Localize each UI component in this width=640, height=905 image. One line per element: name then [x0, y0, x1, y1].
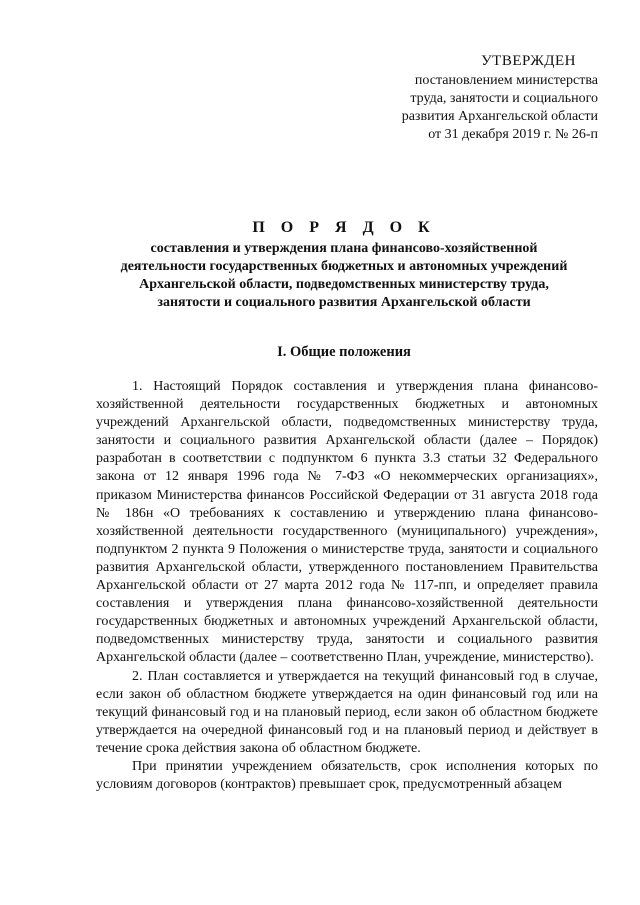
title-main: П О Р Я Д О К — [252, 219, 436, 236]
title-subtitle-line: составления и утверждения плана финансово-хозяйственной — [150, 241, 538, 256]
approval-stamp-block — [362, 52, 598, 144]
document-title — [96, 218, 592, 312]
paragraph: 2. План составляется и утверждается на текущий финансовый год в случае, если закон об областном бюджете утверждается на один финансовый год или на текущий финансовый год и на плановый период, если закон об областном бюджете утверждается на очередной финансовый год и на плановый период и действует в течение срока действия закона об областном бюджете. — [96, 668, 598, 756]
body-text — [96, 378, 598, 794]
approval-line: труда, занятости и социального — [410, 91, 598, 106]
approval-line: постановлением министерства — [414, 73, 598, 88]
paragraph: 1. Настоящий Порядок составления и утверждения плана финансово-хозяйственной деятельности государственных бюджетных и автономных учреждений Архангельской области, подведомственных министерству труда, занятости и социального развития Архангельской области (далее – Порядок) разработан в соответствии с подпунктом 6 пункта 3.3 статьи 32 Федерального закона от 12 января 1996 года № 7-ФЗ «О некоммерческих организациях», приказом Министерства финансов Российской Федерации от 31 августа 2018 года № 186н «О требованиях к составлению и утверждению плана финансово-хозяйственной деятельности государственного (муниципального) учреждения», подпунктом 2 пункта 9 Положения о министерстве труда, занятости и социального развития Архангельской области, утвержденного постановлением Правительства Архангельской области от 27 марта 2012 года № 117-пп, и определяет правила составления и утверждения плана финансово-хозяйственной деятельности государственных бюджетных и автономных учреждений Архангельской области, подведомственных министерству труда, занятости и социального развития Архангельской области (далее – соответственно План, учреждение, министерство). — [96, 379, 598, 666]
approval-date-line: от 31 декабря 2019 г. № 26-п — [428, 127, 598, 142]
title-subtitle-line: Архангельской области, подведомственных министерству труда, — [139, 277, 549, 292]
paragraph: При принятии учреждением обязательств, срок исполнения которых по условиям договоров (контрактов) превышает срок, предусмотренный абзацем — [96, 758, 598, 793]
section-heading: I. Общие положения — [277, 344, 411, 360]
approval-heading: УТВЕРЖДЕН — [481, 53, 576, 69]
title-subtitle-line: деятельности государственных бюджетных и автономных учреждений — [120, 259, 568, 274]
title-subtitle-line: занятости и социального развития Архангельской области — [157, 295, 531, 310]
approval-line: развития Архангельской области — [401, 109, 598, 124]
